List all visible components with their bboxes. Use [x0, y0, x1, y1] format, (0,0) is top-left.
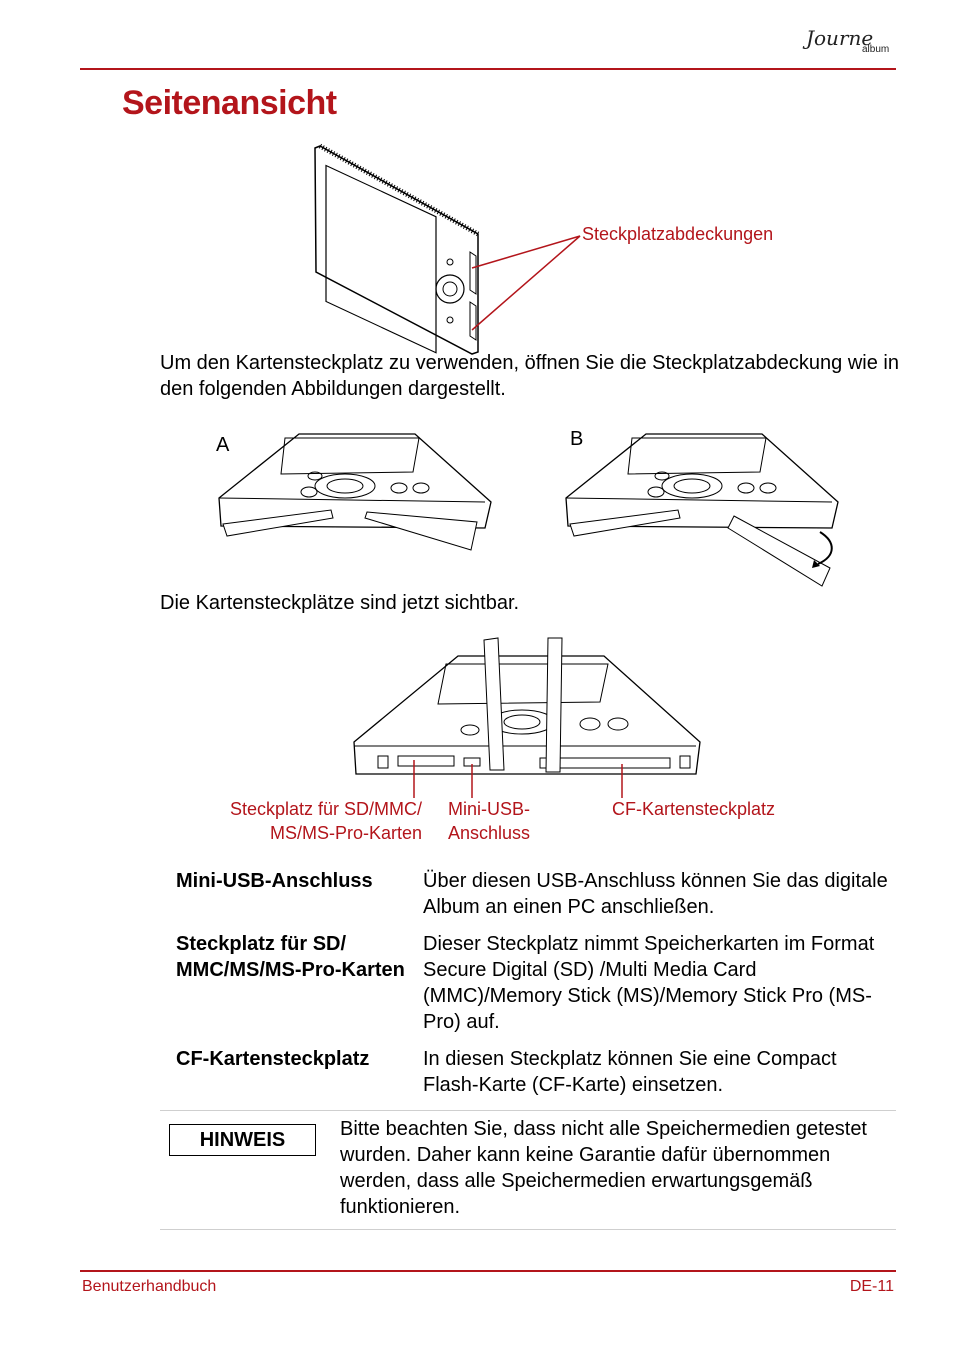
callout-usb-line1: Mini-USB- — [448, 799, 531, 819]
figure-label-a: A — [216, 434, 230, 456]
instruction-paragraph: Um den Kartensteckplatz zu verwenden, öffnen Sie die Steckplatzabdeckung wie in den folgenden Abbildungen dargestellt. — [160, 352, 899, 400]
callout-lines-fig1 — [470, 230, 590, 340]
definition-row — [176, 866, 896, 920]
note-text: Bitte beachten Sie, dass nicht alle Speichermedien getestet wurden. Daher kann keine Garantie dafür übernommen werden, dass alle Speichermedien erwartungsgemäß funktionieren. — [340, 1118, 867, 1218]
definition-desc: Dieser Steckplatz nimmt Speicherkarten im Format Secure Digital (SD) /Multi Media Card (MMC)/Memory Stick (MS)/Memory Stick Pro (MS-Pro) auf. — [423, 933, 875, 1033]
journe-logo — [800, 26, 900, 60]
callout-cf-slot: CF-Kartensteckplatz — [612, 799, 776, 819]
definition-desc: In diesen Steckplatz können Sie eine Compact Flash-Karte (CF-Karte) einsetzen. — [423, 1048, 837, 1096]
callout-slot-covers: Steckplatzabdeckungen — [582, 224, 774, 244]
callout-sd-line1: Steckplatz für SD/MMC/ — [229, 799, 422, 819]
footer-page-number: DE-11 — [849, 1278, 894, 1295]
definition-term: CF-Kartensteckplatz — [176, 1048, 370, 1070]
logo-sub: album — [862, 44, 890, 55]
slots-visible-paragraph: Die Kartensteckplätze sind jetzt sichtbar. — [160, 592, 520, 614]
logo-script: Journe — [806, 26, 874, 50]
note-label: HINWEIS — [169, 1124, 316, 1156]
header-rule — [80, 68, 896, 70]
page-title: Seitenansicht — [122, 84, 337, 122]
device-open-figure-b — [562, 432, 842, 592]
callout-sd-line2: MS/MS-Pro-Karten — [269, 823, 422, 843]
definition-term: Mini-USB-Anschluss — [176, 870, 373, 892]
definition-list — [176, 866, 896, 1107]
callout-sd-slot — [190, 797, 422, 845]
definition-row — [176, 929, 896, 1035]
figure-label-b: B — [570, 428, 584, 450]
callout-usb-line2: Anschluss — [448, 823, 531, 843]
device-side-figure — [310, 144, 490, 354]
definition-desc: Über diesen USB-Anschluss können Sie das digitale Album an einen PC anschließen. — [423, 870, 888, 918]
callout-mini-usb — [448, 797, 530, 845]
definition-row — [176, 1044, 896, 1098]
definition-term: Steckplatz für SD/ MMC/MS/MS-Pro-Karten — [176, 933, 405, 981]
callout-lines-fig3 — [408, 758, 628, 802]
footer-rule — [80, 1270, 896, 1272]
device-open-figure-a — [215, 432, 495, 552]
footer-manual-name: Benutzerhandbuch — [82, 1278, 217, 1295]
